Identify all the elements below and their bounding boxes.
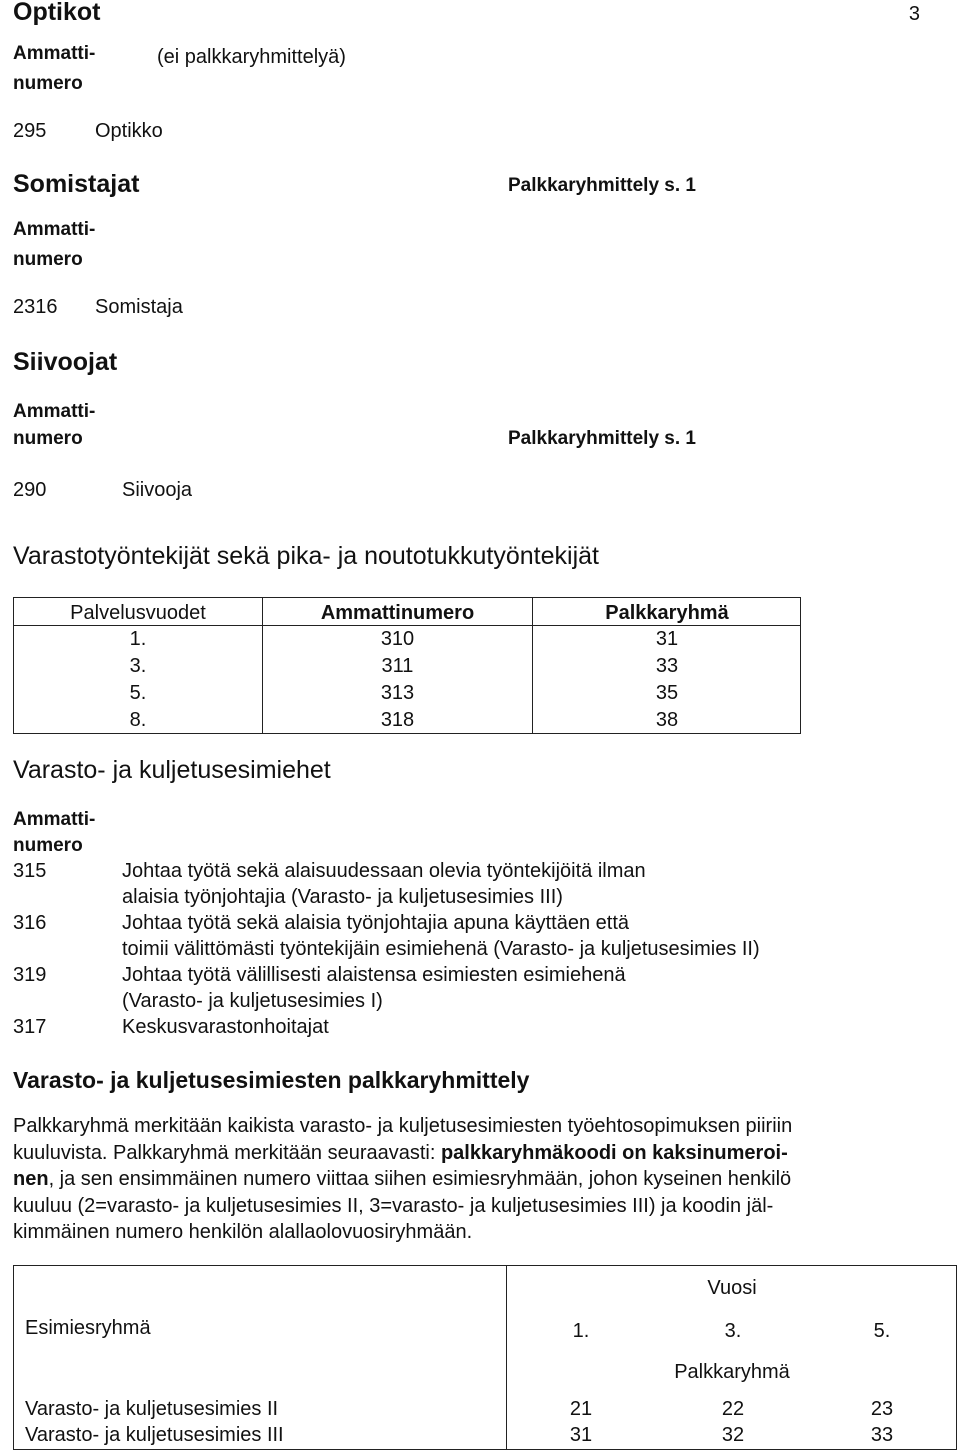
occupation-description: Johtaa työtä sekä alaisia työnjohtajia apuna käyttäen että bbox=[122, 912, 630, 934]
paragraph-text-bold: palkkaryhmäkoodi on kaksinumeroi- bbox=[440, 1141, 788, 1164]
occupation-code: 295 bbox=[13, 120, 47, 142]
column-label-ammatti: Ammatti- bbox=[13, 43, 96, 64]
occupation-code: 319 bbox=[13, 964, 47, 986]
optikot-note: (ei palkkaryhmittelyä) bbox=[157, 46, 346, 68]
table-cell: 313 bbox=[380, 682, 415, 704]
table-cell: 3. bbox=[129, 655, 147, 677]
vuosi-header: Vuosi bbox=[707, 1277, 757, 1299]
occupation-name: Somistaja bbox=[95, 296, 183, 318]
table-cell: 8. bbox=[129, 709, 147, 731]
table-cell: 5. bbox=[129, 682, 147, 704]
table-header-ammattinumero: Ammattinumero bbox=[320, 602, 475, 624]
occupation-code: 2316 bbox=[13, 296, 58, 318]
wage-group-value: 23 bbox=[870, 1398, 894, 1420]
wage-group-value: 32 bbox=[721, 1424, 745, 1446]
table-header-palkkaryhma: Palkkaryhmä bbox=[605, 602, 729, 624]
table-cell: 35 bbox=[655, 682, 679, 704]
section-title-esimiehet: Varasto- ja kuljetusesimiehet bbox=[13, 756, 331, 784]
table-header-palvelusvuodet: Palvelusvuodet bbox=[70, 602, 206, 624]
esimiesryhma-header: Esimiesryhmä bbox=[25, 1317, 151, 1339]
wage-group-value: 22 bbox=[721, 1398, 745, 1420]
palkkaryhmittely-paragraph bbox=[13, 1113, 913, 1246]
paragraph-text: , ja sen ensimmäinen numero viittaa siihen esimiesryhmään, johon kyseinen henkilö bbox=[48, 1168, 792, 1190]
occupation-description: Johtaa työtä välillisesti alaistensa esimiesten esimiehenä bbox=[122, 964, 626, 986]
section-title-palkkaryhmittely: Varasto- ja kuljetusesimiesten palkkaryhmittely bbox=[13, 1067, 530, 1093]
column-label-numero: numero bbox=[13, 249, 83, 270]
page-number: 3 bbox=[908, 3, 920, 25]
section-title-somistajat: Somistajat bbox=[13, 170, 140, 198]
table-cell: 311 bbox=[381, 655, 414, 677]
wage-group-value: 21 bbox=[569, 1398, 593, 1420]
year-header: 5. bbox=[873, 1320, 891, 1342]
wage-group-value: 33 bbox=[870, 1424, 894, 1446]
column-label-numero: numero bbox=[13, 428, 83, 449]
column-label-numero: numero bbox=[13, 835, 83, 856]
paragraph-text: Palkkaryhmä merkitään kaikista varasto- ja kuljetusesimiesten työehtosopimuksen piiriin bbox=[13, 1115, 793, 1137]
palkkaryhma-header: Palkkaryhmä bbox=[674, 1361, 790, 1383]
paragraph-text: kuuluu (2=varasto- ja kuljetusesimies II, 3=varasto- ja kuljetusesimies III) ja koodin jäl- bbox=[13, 1194, 774, 1217]
section-title-varastotyontekijat: Varastotyöntekijät sekä pika- ja noutotukkutyöntekijät bbox=[13, 542, 599, 570]
paragraph-text: kuuluvista. Palkkaryhmä merkitään seuraavasti: bbox=[13, 1141, 441, 1164]
occupation-name: Siivooja bbox=[122, 479, 193, 501]
column-label-ammatti: Ammatti- bbox=[13, 401, 96, 422]
wage-group-table bbox=[13, 1265, 957, 1450]
occupation-code: 316 bbox=[13, 912, 47, 934]
section-title-optikot: Optikot bbox=[13, 0, 101, 26]
year-header: 1. bbox=[572, 1320, 590, 1342]
occupation-name: Optikko bbox=[95, 120, 163, 142]
esimiesryhma-name: Varasto- ja kuljetusesimies II bbox=[25, 1398, 279, 1420]
wage-group-value: 31 bbox=[569, 1424, 593, 1446]
section-title-siivoojat: Siivoojat bbox=[13, 348, 118, 376]
table-cell: 318 bbox=[380, 709, 415, 731]
column-label-ammatti: Ammatti- bbox=[13, 809, 96, 830]
year-header: 3. bbox=[724, 1320, 742, 1342]
siivoojat-group-label: Palkkaryhmittely s. 1 bbox=[508, 428, 696, 449]
occupation-description: (Varasto- ja kuljetusesimies I) bbox=[122, 990, 383, 1012]
occupation-description: toimii välittömästi työntekijäin esimiehenä (Varasto- ja kuljetusesimies II) bbox=[122, 938, 760, 960]
table-cell: 310 bbox=[380, 628, 415, 650]
table-cell: 1. bbox=[129, 628, 147, 650]
column-label-numero: numero bbox=[13, 73, 83, 94]
occupation-description: Johtaa työtä sekä alaisuudessaan olevia työntekijöitä ilman bbox=[122, 860, 646, 882]
table-cell: 31 bbox=[655, 628, 679, 650]
table-cell: 33 bbox=[655, 655, 679, 677]
paragraph-text: kimmäinen numero henkilön alallaolovuosiryhmään. bbox=[13, 1221, 473, 1243]
occupation-code: 290 bbox=[13, 479, 47, 501]
years-table bbox=[13, 597, 801, 734]
occupation-description: alaisia työnjohtajia (Varasto- ja kuljetusesimies III) bbox=[122, 886, 563, 908]
esimiesryhma-name: Varasto- ja kuljetusesimies III bbox=[25, 1424, 284, 1446]
occupation-code: 317 bbox=[13, 1016, 47, 1038]
occupation-description: Keskusvarastonhoitajat bbox=[122, 1016, 329, 1038]
somistajat-group-label: Palkkaryhmittely s. 1 bbox=[508, 175, 696, 196]
column-label-ammatti: Ammatti- bbox=[13, 219, 96, 240]
occupation-code: 315 bbox=[13, 860, 47, 882]
table-cell: 38 bbox=[655, 709, 679, 731]
paragraph-text-bold: nen bbox=[13, 1168, 49, 1190]
